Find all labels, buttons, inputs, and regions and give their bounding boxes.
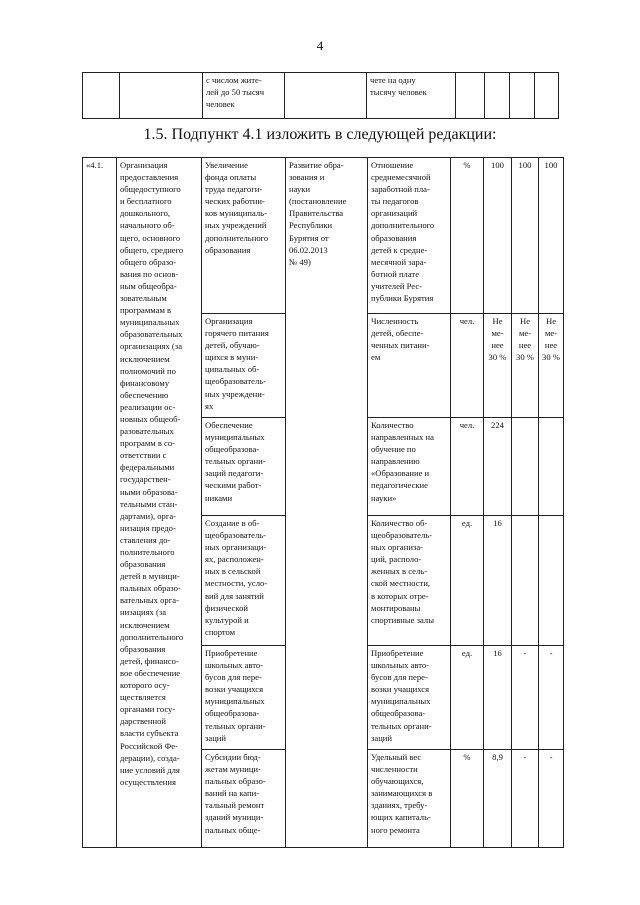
text-line: новных общеоб-: [120, 413, 181, 424]
value-cell: [512, 646, 539, 750]
text-line: детей, обеспе-: [371, 328, 424, 339]
text-line: государствен-: [120, 474, 171, 485]
text-line: реализации ос-: [120, 401, 176, 412]
text-line: дошкольного,: [120, 208, 171, 219]
text-line: которого осу-: [120, 680, 170, 691]
text-line: муниципальных: [371, 696, 431, 707]
text-line: ков муниципаль-: [205, 208, 267, 219]
text-line: Создание в об-: [205, 518, 260, 528]
text-line: ного ремонта: [371, 824, 420, 835]
text-line: 16: [493, 648, 502, 658]
text-line: 30 %: [488, 352, 507, 363]
text-line: человек: [206, 99, 235, 110]
text-line: школьных авто-: [371, 660, 430, 671]
text-line: организаций: [371, 208, 418, 219]
value-cell: [484, 418, 512, 516]
text-line: дерации), созда-: [120, 752, 180, 763]
text-line: муниципальных: [205, 432, 265, 443]
text-line: тельных органи-: [205, 720, 266, 731]
text-line: общеобразова-: [205, 444, 260, 455]
value-cell: [484, 314, 512, 418]
text-line: ющих капиталь-: [371, 812, 431, 823]
text-line: детей к средне-: [371, 244, 428, 255]
text-line: ской местности,: [371, 578, 431, 589]
text-line: образовательных: [120, 329, 183, 340]
text-line: организациях (за: [120, 341, 183, 352]
text-line: ных в сельской: [205, 566, 261, 577]
measure-cell: [202, 516, 286, 646]
unit-cell: чел.: [451, 418, 484, 516]
item-number: «4.1.: [83, 158, 117, 848]
value-cell: [484, 516, 512, 646]
text-line: Субсидии бюд-: [205, 752, 261, 762]
top-table-fragment: [82, 72, 559, 119]
text-line: Правительства: [289, 208, 344, 219]
value-cell: [512, 750, 539, 848]
text-line: обучение по: [371, 444, 416, 455]
text-line: тельными стан-: [120, 498, 178, 509]
text-line: нее: [491, 340, 504, 351]
text-line: Обеспечение: [205, 420, 253, 430]
text-line: зования и: [289, 172, 325, 183]
text-line: финансовому: [120, 377, 170, 388]
text-line: Не ме-: [518, 316, 532, 339]
table-cell: [120, 73, 203, 119]
text-line: заций: [205, 732, 227, 743]
value-cell: [539, 516, 564, 646]
text-line: Организация: [120, 160, 168, 170]
text-line: общеобразова-: [371, 708, 426, 719]
text-line: ставления до-: [120, 534, 171, 545]
text-line: науки»: [371, 492, 397, 503]
text-line: пальных обще-: [205, 824, 261, 835]
text-line: Развитие обра-: [289, 160, 344, 170]
text-line: вий для занятий: [205, 590, 264, 601]
text-line: возки учащихся: [205, 684, 264, 695]
text-line: бусов для пере-: [205, 672, 262, 683]
text-line: направленных на: [371, 432, 434, 443]
text-line: начального об-: [120, 220, 175, 231]
text-line: власти субъекта: [120, 728, 179, 739]
text-line: ем: [371, 352, 381, 363]
text-line: педагогические: [371, 480, 428, 491]
text-line: зданий муници-: [205, 812, 264, 823]
text-line: образования: [371, 232, 417, 243]
text-line: ных организаци-: [205, 542, 267, 553]
text-line: зовательным: [120, 293, 167, 304]
text-line: публики Бурятия: [371, 293, 434, 304]
measure-cell: [202, 314, 286, 418]
text-line: спортивные залы: [371, 614, 434, 625]
text-line: лей до 50 тысяч: [206, 87, 265, 98]
text-line: щеобразователь-: [205, 376, 267, 387]
text-line: вания по основ-: [120, 268, 179, 279]
text-line: горячего питания: [205, 328, 269, 339]
text-line: направлению: [371, 456, 420, 467]
text-line: Увеличение: [205, 160, 248, 170]
text-line: нее: [518, 340, 532, 351]
text-line: детей в муници-: [120, 571, 180, 582]
text-line: ченных питани-: [371, 340, 430, 351]
text-line: бусов для пере-: [371, 672, 428, 683]
value-cell: [512, 418, 539, 516]
text-line: полнительного: [120, 547, 175, 557]
unit-cell: ед.: [451, 516, 484, 646]
text-line: предоставления: [120, 172, 179, 183]
text-line: культурой и: [205, 614, 249, 625]
unit-cell: %: [451, 158, 484, 314]
section-heading: 1.5. Подпункт 4.1 изложить в следующей редакции:: [143, 126, 497, 143]
text-line: 100: [544, 160, 558, 170]
text-line: 8,9: [492, 752, 503, 762]
table-cell: [456, 73, 485, 119]
indicator-cell: [368, 516, 451, 646]
text-line: Отношение: [371, 160, 414, 170]
text-line: ях, расположен-: [205, 554, 264, 565]
text-line: «Образование и: [371, 468, 430, 479]
text-line: низациях (за: [120, 607, 167, 618]
indicator-cell: [368, 314, 451, 418]
table-cell: [535, 73, 559, 119]
table-cell: [203, 73, 285, 119]
value-cell: [539, 750, 564, 848]
text-line: ческими работ-: [205, 480, 262, 491]
text-line: 224: [491, 420, 504, 430]
text-line: в которых отре-: [371, 590, 429, 601]
text-line: дартами), орга-: [120, 510, 177, 521]
text-line: Количество: [371, 420, 414, 430]
text-line: возки учащихся: [371, 684, 430, 695]
text-line: образования: [205, 244, 251, 255]
text-line: Приобретение: [205, 648, 258, 658]
text-line: -: [523, 648, 527, 658]
text-line: науки: [289, 184, 311, 195]
text-line: разовательных: [120, 426, 174, 437]
text-line: фонда оплаты: [205, 172, 257, 183]
text-line: полномочий по: [120, 365, 176, 376]
text-line: тысячу человек: [370, 87, 427, 98]
text-line: общего образо-: [120, 256, 177, 267]
table-cell: [83, 73, 120, 119]
text-line: обучающихся,: [371, 776, 424, 787]
indicator-cell: [368, 418, 451, 516]
text-line: дарственной: [120, 716, 166, 727]
value-cell: [512, 516, 539, 646]
text-line: спортом: [205, 626, 236, 637]
text-line: никами: [205, 492, 233, 503]
text-line: Не ме-: [491, 316, 504, 339]
text-line: ций, располо-: [371, 554, 422, 565]
text-line: Республики: [289, 220, 333, 231]
table-row: [83, 73, 559, 119]
text-line: Численность: [371, 316, 419, 326]
text-line: 30 %: [516, 352, 534, 363]
text-line: ответствии с: [120, 450, 167, 461]
text-line: зданиях, требу-: [371, 800, 428, 811]
text-line: общедоступного: [120, 184, 181, 195]
value-cell: [484, 646, 512, 750]
text-line: тальный ремонт: [205, 800, 265, 811]
value-cell: [484, 158, 512, 314]
main-table: [82, 157, 564, 848]
text-line: программ в со-: [120, 438, 176, 449]
text-line: 100: [518, 160, 532, 170]
value-cell: [539, 418, 564, 516]
table-cell: [510, 73, 535, 119]
text-line: 30 %: [542, 352, 560, 363]
text-line: -: [523, 752, 527, 762]
text-line: занимающихся в: [371, 788, 433, 799]
text-line: ты педагогов: [371, 196, 419, 207]
text-line: численности: [371, 764, 418, 775]
text-line: Организация: [205, 316, 253, 326]
text-line: муниципальных: [120, 317, 180, 328]
task-description: [117, 158, 202, 848]
text-line: и бесплатного: [120, 196, 172, 207]
value-cell: [484, 750, 512, 848]
text-line: ных учреждени-: [205, 388, 265, 399]
text-line: осуществления: [120, 776, 176, 787]
text-line: заций: [371, 732, 393, 743]
text-line: ных организа-: [371, 542, 424, 553]
text-line: пальных образо-: [120, 583, 181, 594]
text-line: щего, основного: [120, 232, 181, 243]
text-line: заработной пла-: [371, 184, 430, 195]
text-line: № 49): [289, 256, 311, 267]
text-line: щихся в муни-: [205, 352, 259, 363]
text-line: тельных органи-: [371, 720, 432, 731]
text-line: физической: [205, 602, 248, 613]
text-line: -: [549, 648, 553, 658]
text-line: Приобретение: [371, 648, 424, 658]
text-line: Количество об-: [371, 518, 428, 528]
text-line: нее: [544, 340, 558, 351]
text-line: образования: [120, 559, 166, 570]
text-line: общего, среднего: [120, 244, 184, 255]
text-line: исключением: [120, 619, 170, 630]
text-line: ваний на капи-: [205, 788, 260, 799]
text-line: общеобразова-: [205, 708, 260, 719]
text-line: Удельный вес: [371, 752, 422, 762]
program-cell: [286, 158, 368, 848]
text-line: Бурятия от: [289, 232, 329, 243]
value-cell: [539, 158, 564, 314]
table-cell: [367, 73, 456, 119]
text-line: детей, обучаю-: [205, 340, 260, 351]
unit-cell: чел.: [451, 314, 484, 418]
text-line: учителей Рес-: [371, 280, 423, 291]
text-line: заций педагоги-: [205, 468, 264, 479]
text-line: вое обеспечение: [120, 667, 181, 678]
text-line: чете на одну: [370, 75, 416, 85]
text-line: монтированы: [371, 602, 421, 613]
text-line: ях: [205, 400, 214, 411]
text-line: дополнительного: [371, 220, 435, 231]
value-cell: [539, 314, 564, 418]
text-line: органами госу-: [120, 704, 176, 715]
text-line: ческих работни-: [205, 196, 265, 207]
text-line: муниципальных: [205, 696, 265, 707]
text-line: дополнительного: [205, 232, 269, 243]
indicator-cell: [368, 646, 451, 750]
text-line: 06.02.2013: [289, 244, 328, 255]
page-number: 4: [316, 38, 324, 53]
text-line: ние условий для: [120, 764, 180, 775]
text-line: школьных авто-: [205, 660, 264, 671]
text-line: ществляется: [120, 692, 166, 703]
text-line: ципальных об-: [205, 364, 260, 375]
text-line: с числом жите-: [206, 75, 262, 85]
text-line: ботной плате: [371, 268, 420, 279]
text-line: тельных органи-: [205, 456, 266, 467]
text-line: труда педагоги-: [205, 184, 263, 195]
text-line: (постановление: [289, 196, 347, 207]
table-cell: [285, 73, 367, 119]
text-line: Не ме-: [544, 316, 558, 339]
measure-cell: [202, 646, 286, 750]
text-line: среднемесячной: [371, 172, 431, 183]
text-line: 16: [493, 518, 502, 528]
text-line: программам в: [120, 305, 172, 316]
measure-cell: [202, 158, 286, 314]
value-cell: [539, 646, 564, 750]
text-line: дополнительного: [120, 631, 184, 642]
unit-cell: %: [451, 750, 484, 848]
value-cell: [512, 158, 539, 314]
text-line: женных в сель-: [371, 566, 428, 577]
text-line: местности, усло-: [205, 578, 268, 589]
text-line: щеобразователь-: [205, 530, 267, 541]
text-line: обеспечению: [120, 389, 169, 400]
text-line: -: [549, 752, 553, 762]
table-cell: [485, 73, 510, 119]
unit-cell: ед.: [451, 646, 484, 750]
text-line: ных учреждений: [205, 220, 267, 231]
text-line: пальных образо-: [205, 776, 266, 787]
text-line: исключением: [120, 353, 170, 364]
text-line: ным общеобра-: [120, 280, 177, 291]
indicator-cell: [368, 158, 451, 314]
table-row: [83, 158, 564, 314]
text-line: федеральными: [120, 462, 175, 473]
text-line: щеобразователь-: [371, 530, 433, 541]
text-line: детей, финансо-: [120, 655, 179, 666]
text-line: низация предо-: [120, 522, 176, 533]
text-line: Российской Фе-: [120, 740, 178, 751]
value-cell: [512, 314, 539, 418]
text-line: вательных орга-: [120, 595, 179, 606]
text-line: жетам муници-: [205, 764, 261, 775]
text-line: месячной зара-: [371, 256, 427, 267]
indicator-cell: [368, 750, 451, 848]
text-line: 100: [491, 160, 504, 170]
measure-cell: [202, 750, 286, 848]
text-line: ными образова-: [120, 486, 178, 497]
measure-cell: [202, 418, 286, 516]
text-line: образования: [120, 643, 166, 654]
